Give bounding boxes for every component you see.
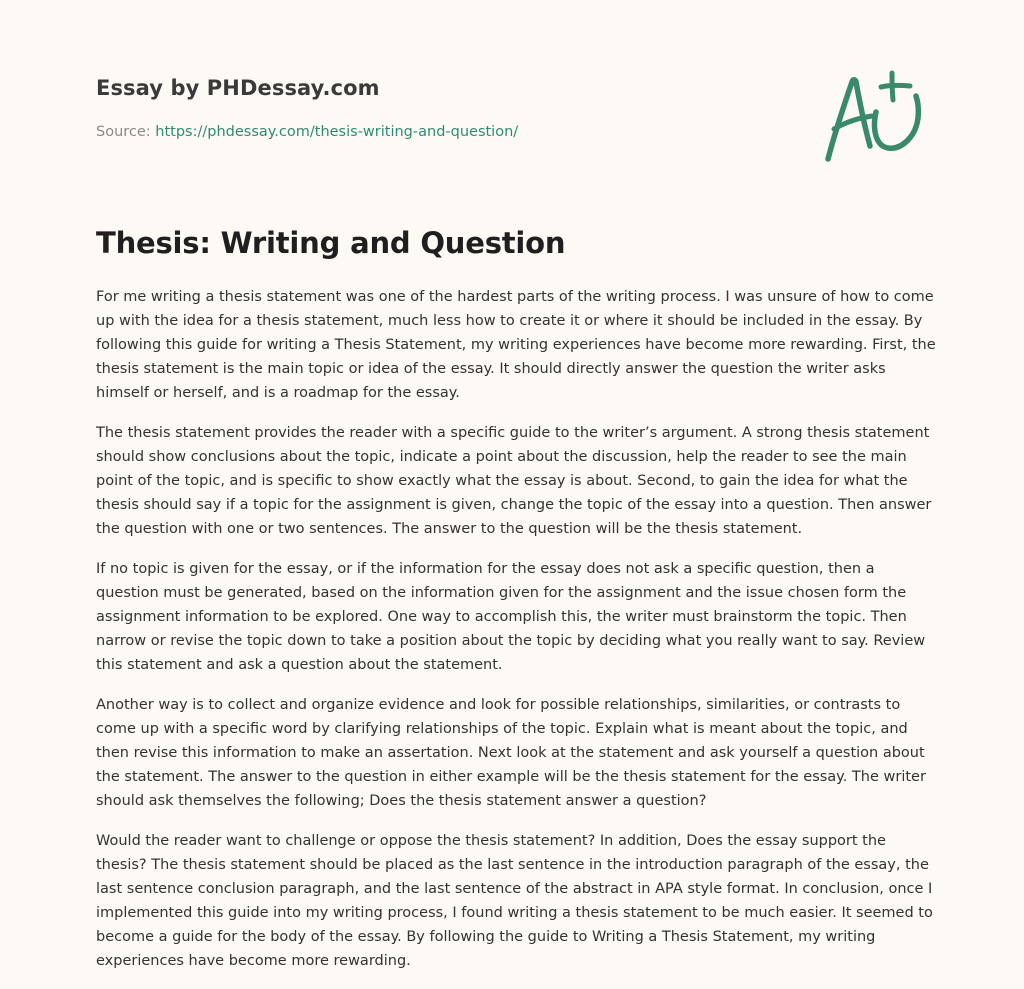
- essay-paragraph: Would the reader want to challenge or oppose the thesis statement? In addition, Does the essay support the thesis? The thesis statement should be placed as the last sentence in the introduction paragraph of the essay, the last sentence conclusion paragraph, and the last sentence of the abstract in APA style format. In conclusion, once I implemented this guide into my writing process, I found writing a thesis statement to be much easier. It seemed to become a guide for the body of the essay. By following the guide to Writing a Thesis Statement, my writing experiences have become more rewarding.: [96, 833, 933, 969]
- a-plus-grade-icon: [818, 66, 930, 166]
- essay-paragraph: For me writing a thesis statement was one of the hardest parts of the writing process. I was unsure of how to come up with the idea for a thesis statement, much less how to create it or where it should be included in the essay. By following this guide for writing a Thesis Statement, my writing experiences have become more rewarding. First, the thesis statement is the main topic or idea of the essay. It should directly answer the question the writer asks himself or herself, and is a roadmap for the essay.: [96, 289, 936, 401]
- essay-paragraph: The thesis statement provides the reader with a specific guide to the writer’s argument. A strong thesis statement should show conclusions about the topic, indicate a point about the discussion, help the reader to see the main point of the topic, and is specific to show exactly what the essay is about. Second, to gain the idea for what the thesis should say if a topic for the assignment is given, change the topic of the essay into a question. Then answer the question with one or two sentences. The answer to the question will be the thesis statement.: [96, 425, 932, 537]
- essay-paragraph: Another way is to collect and organize evidence and look for possible relationships, similarities, or contrasts to come up with a specific word by clarifying relationships of the topic. Explain what is meant about the topic, and then revise this information to make an assertation. Next look at the statement and ask yourself a question about the statement. The answer to the question in either example will be the thesis statement for the essay. The writer should ask themselves the following; Does the thesis statement answer a question?: [96, 697, 926, 809]
- source-line: [96, 124, 518, 140]
- essay-paragraph: If no topic is given for the essay, or if the information for the essay does not ask a specific question, then a question must be generated, based on the information given for the assignment and the issue chosen form the assignment information to be explored. One way to accomplish this, the writer must brainstorm the topic. Then narrow or revise the topic down to take a position about the topic by deciding what you really want to say. Review this statement and ask a question about the statement.: [96, 561, 926, 673]
- source-label: Source:: [96, 124, 151, 140]
- essay-body: [96, 285, 936, 989]
- essay-title: Thesis: Writing and Question: [96, 226, 566, 260]
- source-link[interactable]: https://phdessay.com/thesis-writing-and-question/: [155, 124, 519, 140]
- site-title: Essay by PHDessay.com: [96, 76, 380, 100]
